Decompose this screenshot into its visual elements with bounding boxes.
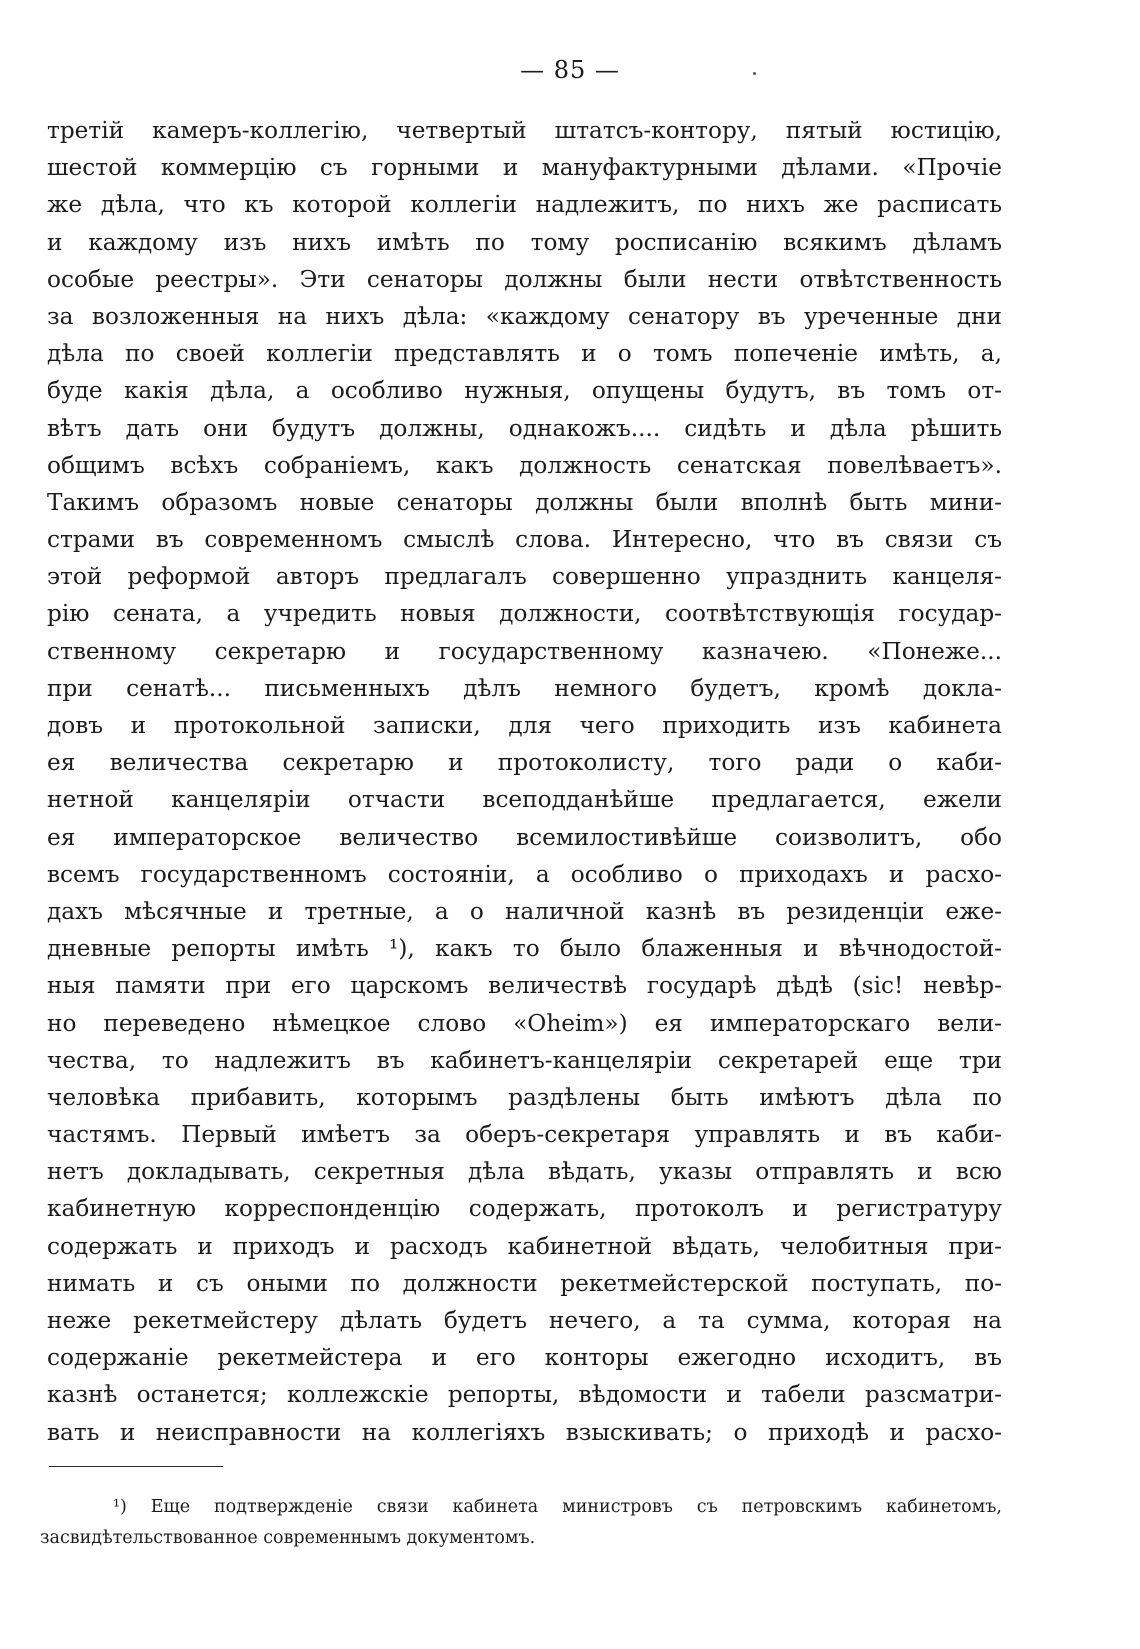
text-line: особые реестры». Эти сенаторы должны были нести отвѣтственность bbox=[47, 265, 1002, 293]
text-line: буде какія дѣла, а особливо нужныя, опущены будутъ, въ томъ от- bbox=[47, 377, 1002, 405]
text-line: человѣка прибавить, которымъ раздѣлены быть имѣютъ дѣла по bbox=[47, 1083, 1002, 1111]
text-line: за возложенныя на нихъ дѣла: «каждому сенатору въ уреченные дни bbox=[47, 302, 1002, 330]
text-line: кабинетную корреспонденцію содержать, протоколъ и регистратуру bbox=[47, 1195, 1002, 1223]
text-line: Такимъ образомъ новые сенаторы должны были вполнѣ быть мини- bbox=[47, 488, 1002, 516]
text-line: ныя памяти при его царскомъ величествѣ государѣ дѣдѣ (sic! невѣр- bbox=[47, 972, 1002, 1000]
text-line: общимъ всѣхъ собраніемъ, какъ должность сенатская повелѣваетъ». bbox=[47, 451, 1002, 479]
body-text bbox=[47, 112, 1002, 1451]
text-line: вѣтъ дать они будутъ должны, однакожъ.... сидѣть и дѣла рѣшить bbox=[47, 414, 1002, 442]
text-line: и каждому изъ нихъ имѣть по тому росписанію всякимъ дѣламъ bbox=[47, 228, 1002, 256]
page-number: — 85 — bbox=[520, 56, 620, 84]
text-line: неже рекетмейстеру дѣлать будетъ нечего, а та сумма, которая на bbox=[47, 1307, 1002, 1334]
text-line: ственному секретарю и государственному казначею. «Понеже... bbox=[47, 637, 1002, 665]
text-line: содержать и приходъ и расходъ кабинетной вѣдать, челобитныя при- bbox=[47, 1232, 1002, 1260]
footnote-divider bbox=[49, 1466, 223, 1467]
text-line: шестой коммерцію съ горными и мануфактурными дѣлами. «Прочіе bbox=[47, 154, 1002, 182]
text-line: третій камеръ-коллегію, четвертый штатсъ-контору, пятый юстицію, bbox=[47, 117, 1002, 144]
text-line: довъ и протокольной записки, для чего приходить изъ кабинета bbox=[47, 712, 1002, 739]
footnote bbox=[40, 1492, 1002, 1554]
text-line: дневные репорты имѣть ¹), какъ то было блаженныя и вѣчнодостой- bbox=[47, 935, 1002, 963]
text-line: этой реформой авторъ предлагалъ совершенно упразднить канцеля- bbox=[47, 563, 1002, 591]
print-speck bbox=[753, 72, 756, 75]
text-line: но переведено нѣмецкое слово «Oheim») ея императорскаго вели- bbox=[47, 1009, 1002, 1037]
text-line: при сенатѣ... письменныхъ дѣлъ немного будетъ, кромѣ докла- bbox=[47, 674, 1002, 702]
text-line: нетной канцеляріи отчасти всеподданѣйше предлагается, ежели bbox=[47, 786, 1002, 814]
text-line: вать и неисправности на коллегіяхъ взыскивать; о приходѣ и расхо- bbox=[47, 1418, 1002, 1446]
text-line: рію сената, а учредить новыя должности, соотвѣтствующія государ- bbox=[47, 600, 1002, 628]
text-line: всемъ государственномъ состояніи, а особливо о приходахъ и расхо- bbox=[47, 860, 1002, 888]
text-line: чества, то надлежитъ въ кабинетъ-канцеляріи секретарей еще три bbox=[47, 1046, 1002, 1074]
text-line: ея императорское величество всемилостивѣйше соизволитъ, обо bbox=[47, 823, 1002, 851]
text-line: нетъ докладывать, секретныя дѣла вѣдать, указы отправлять и всю bbox=[47, 1158, 1002, 1186]
text-line: ея величества секретарю и протоколисту, того ради о каби- bbox=[47, 749, 1002, 777]
text-line: казнѣ останется; коллежскіе репорты, вѣдомости и табели разсматри- bbox=[47, 1381, 1002, 1409]
text-line: же дѣла, что къ которой коллегіи надлежитъ, по нихъ же расписать bbox=[47, 191, 1002, 219]
text-line: нимать и съ оными по должности рекетмейстерской поступать, по- bbox=[47, 1269, 1002, 1297]
text-line: дахъ мѣсячные и третные, а о наличной казнѣ въ резиденціи еже- bbox=[47, 897, 1002, 925]
text-line: дѣла по своей коллегіи представлять и о томъ попеченіе имѣть, а, bbox=[47, 340, 1002, 368]
text-line: частямъ. Первый имѣетъ за оберъ-секретаря управлять и въ каби- bbox=[47, 1121, 1002, 1149]
text-line: страми въ современномъ смыслѣ слова. Интересно, что въ связи съ bbox=[47, 526, 1002, 554]
text-line: содержаніе рекетмейстера и его конторы ежегодно исходитъ, въ bbox=[47, 1344, 1002, 1372]
footnote-line: ¹) Еще подтвержденіе связи кабинета министровъ съ петровскимъ кабинетомъ, bbox=[113, 1497, 1002, 1517]
footnote-line: засвидѣтельствованное современнымъ документомъ. bbox=[40, 1528, 536, 1548]
